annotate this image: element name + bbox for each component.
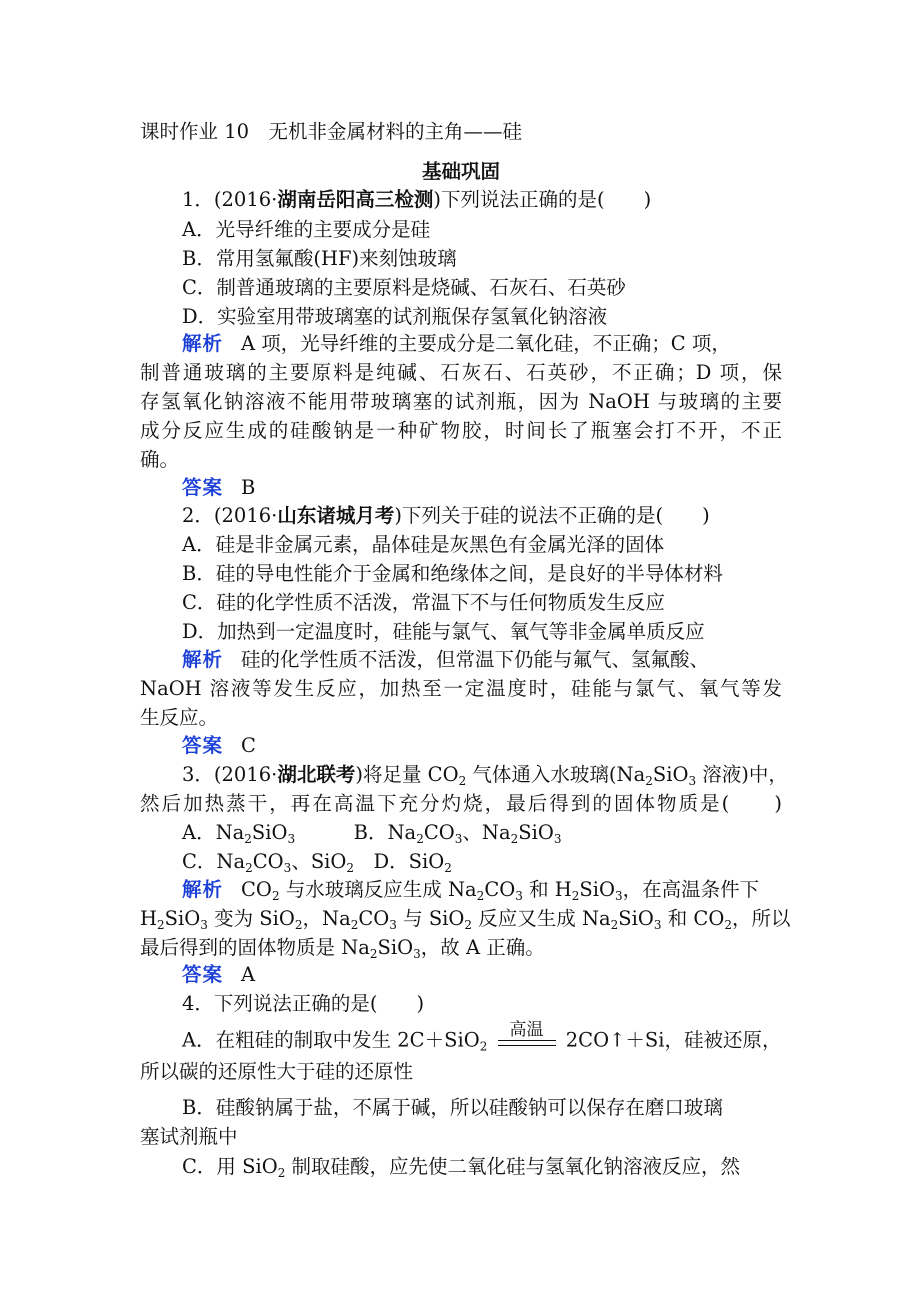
q3-answer: 答案 A — [182, 963, 256, 986]
q1-explanation-line: 确。 — [140, 448, 180, 471]
q3-stem-line: 然后加热蒸干，再在高温下充分灼烧，最后得到的固体物质是( ) — [140, 792, 782, 815]
question-source: 湖南岳阳高三检测 — [277, 188, 434, 211]
question-source: 山东诸城月考 — [277, 504, 395, 527]
explanation-label: 解析 — [182, 648, 224, 671]
q1-option-a: A．光导纤维的主要成分是硅 — [182, 218, 431, 241]
q3-explanation-line: 最后得到的固体物质是 $Na_2SiO_3$，故 A 正确。 — [140, 936, 545, 961]
q1-answer: 答案 B — [182, 476, 256, 499]
reaction-condition-arrow — [498, 1020, 556, 1056]
q1-explanation-line: 解析 A 项，光导纤维的主要成分是二氧化硅，不正确；C 项， — [182, 332, 731, 355]
q2-option-a: A．硅是非金属元素，晶体硅是灰黑色有金属光泽的固体 — [182, 533, 665, 556]
q4-option-b: B．硅酸钠属于盐，不属于碱，所以硅酸钠可以保存在磨口玻璃 — [182, 1096, 723, 1119]
q3-options-cd: C．$Na_2CO_3$、SiO$_2$ D．SiO$_2$ — [182, 850, 452, 875]
question-2-stem: 2．(2016·山东诸城月考)下列关于硅的说法不正确的是( ) — [182, 504, 710, 527]
q2-explanation-line: 解析 硅的化学性质不活泼，但常温下仍能与氟气、氢氟酸、 — [182, 648, 710, 671]
explanation-label: 解析 — [182, 878, 224, 901]
answer-label: 答案 — [182, 963, 224, 986]
q1-option-d: D．实验室用带玻璃塞的试剂瓶保存氢氧化钠溶液 — [182, 305, 608, 328]
q2-option-b: B．硅的导电性能介于金属和绝缘体之间，是良好的半导体材料 — [182, 562, 723, 585]
section-heading: 基础巩固 — [421, 160, 500, 183]
explanation-label: 解析 — [182, 332, 224, 355]
q1-option-b: B．常用氢氟酸(HF)来刻蚀玻璃 — [182, 247, 457, 270]
q4-option-a: A．在粗硅的制取中发生 2C＋SiO$_2$ 高温 2CO↑＋Si，硅被还原， — [182, 1026, 782, 1056]
q2-answer: 答案 C — [182, 734, 256, 757]
q3-explanation-line: 解析 $CO_2$ 与水玻璃反应生成 $Na_2CO_3$ 和 $H_2SiO_3$，在高温条件下 — [182, 878, 760, 903]
reaction-condition-label: 高温 — [509, 1020, 544, 1040]
question-1-stem: 1．(2016·湖南岳阳高三检测)下列说法正确的是( ) — [182, 188, 652, 211]
q4-option-b-cont: 塞试剂瓶中 — [140, 1125, 238, 1148]
q2-explanation-line: 生反应。 — [140, 706, 219, 729]
answer-label: 答案 — [182, 734, 224, 757]
q3-explanation-line: $H_2SiO_3$ 变为 SiO$_2$，$Na_2CO_3$ 与 SiO$_2$ 反应又生成 $Na_2SiO_3$ 和 $CO_2$，所以 — [140, 907, 791, 932]
q3-options-ab: A．$Na_2SiO_3$ B．$Na_2CO_3$、$Na_2SiO_3$ — [182, 821, 562, 846]
page-title: 课时作业 10 无机非金属材料的主角——硅 — [140, 120, 523, 143]
q2-explanation-line: NaOH 溶液等发生反应，加热至一定温度时，硅能与氯气、氧气等发 — [140, 677, 782, 700]
q4-option-a-cont: 所以碳的还原性大于硅的还原性 — [140, 1060, 414, 1083]
q2-option-c: C．硅的化学性质不活泼，常温下不与任何物质发生反应 — [182, 591, 665, 614]
answer-label: 答案 — [182, 476, 224, 499]
q1-explanation-line: 制普通玻璃的主要原料是纯碱、石灰石、石英砂，不正确；D 项，保 — [140, 361, 782, 384]
q1-explanation-line: 成分反应生成的硅酸钠是一种矿物胶，时间长了瓶塞会打不开，不正 — [140, 419, 782, 442]
q1-option-c: C．制普通玻璃的主要原料是烧碱、石灰石、石英砂 — [182, 276, 626, 299]
q1-explanation-line: 存氢氧化钠溶液不能用带玻璃塞的试剂瓶，因为 NaOH 与玻璃的主要 — [140, 390, 782, 413]
question-4-stem: 4．下列说法正确的是( ) — [182, 992, 425, 1015]
question-source: 湖北联考 — [277, 763, 356, 786]
q2-option-d: D．加热到一定温度时，硅能与氯气、氧气等非金属单质反应 — [182, 620, 705, 643]
question-3-stem: 3．(2016·湖北联考)将足量 $CO_2$ 气体通入水玻璃($Na_2SiO_3$ 溶液)中， — [182, 763, 788, 788]
q4-option-c: C．用 SiO$_2$ 制取硅酸，应先使二氧化硅与氢氧化钠溶液反应，然 — [182, 1155, 741, 1180]
